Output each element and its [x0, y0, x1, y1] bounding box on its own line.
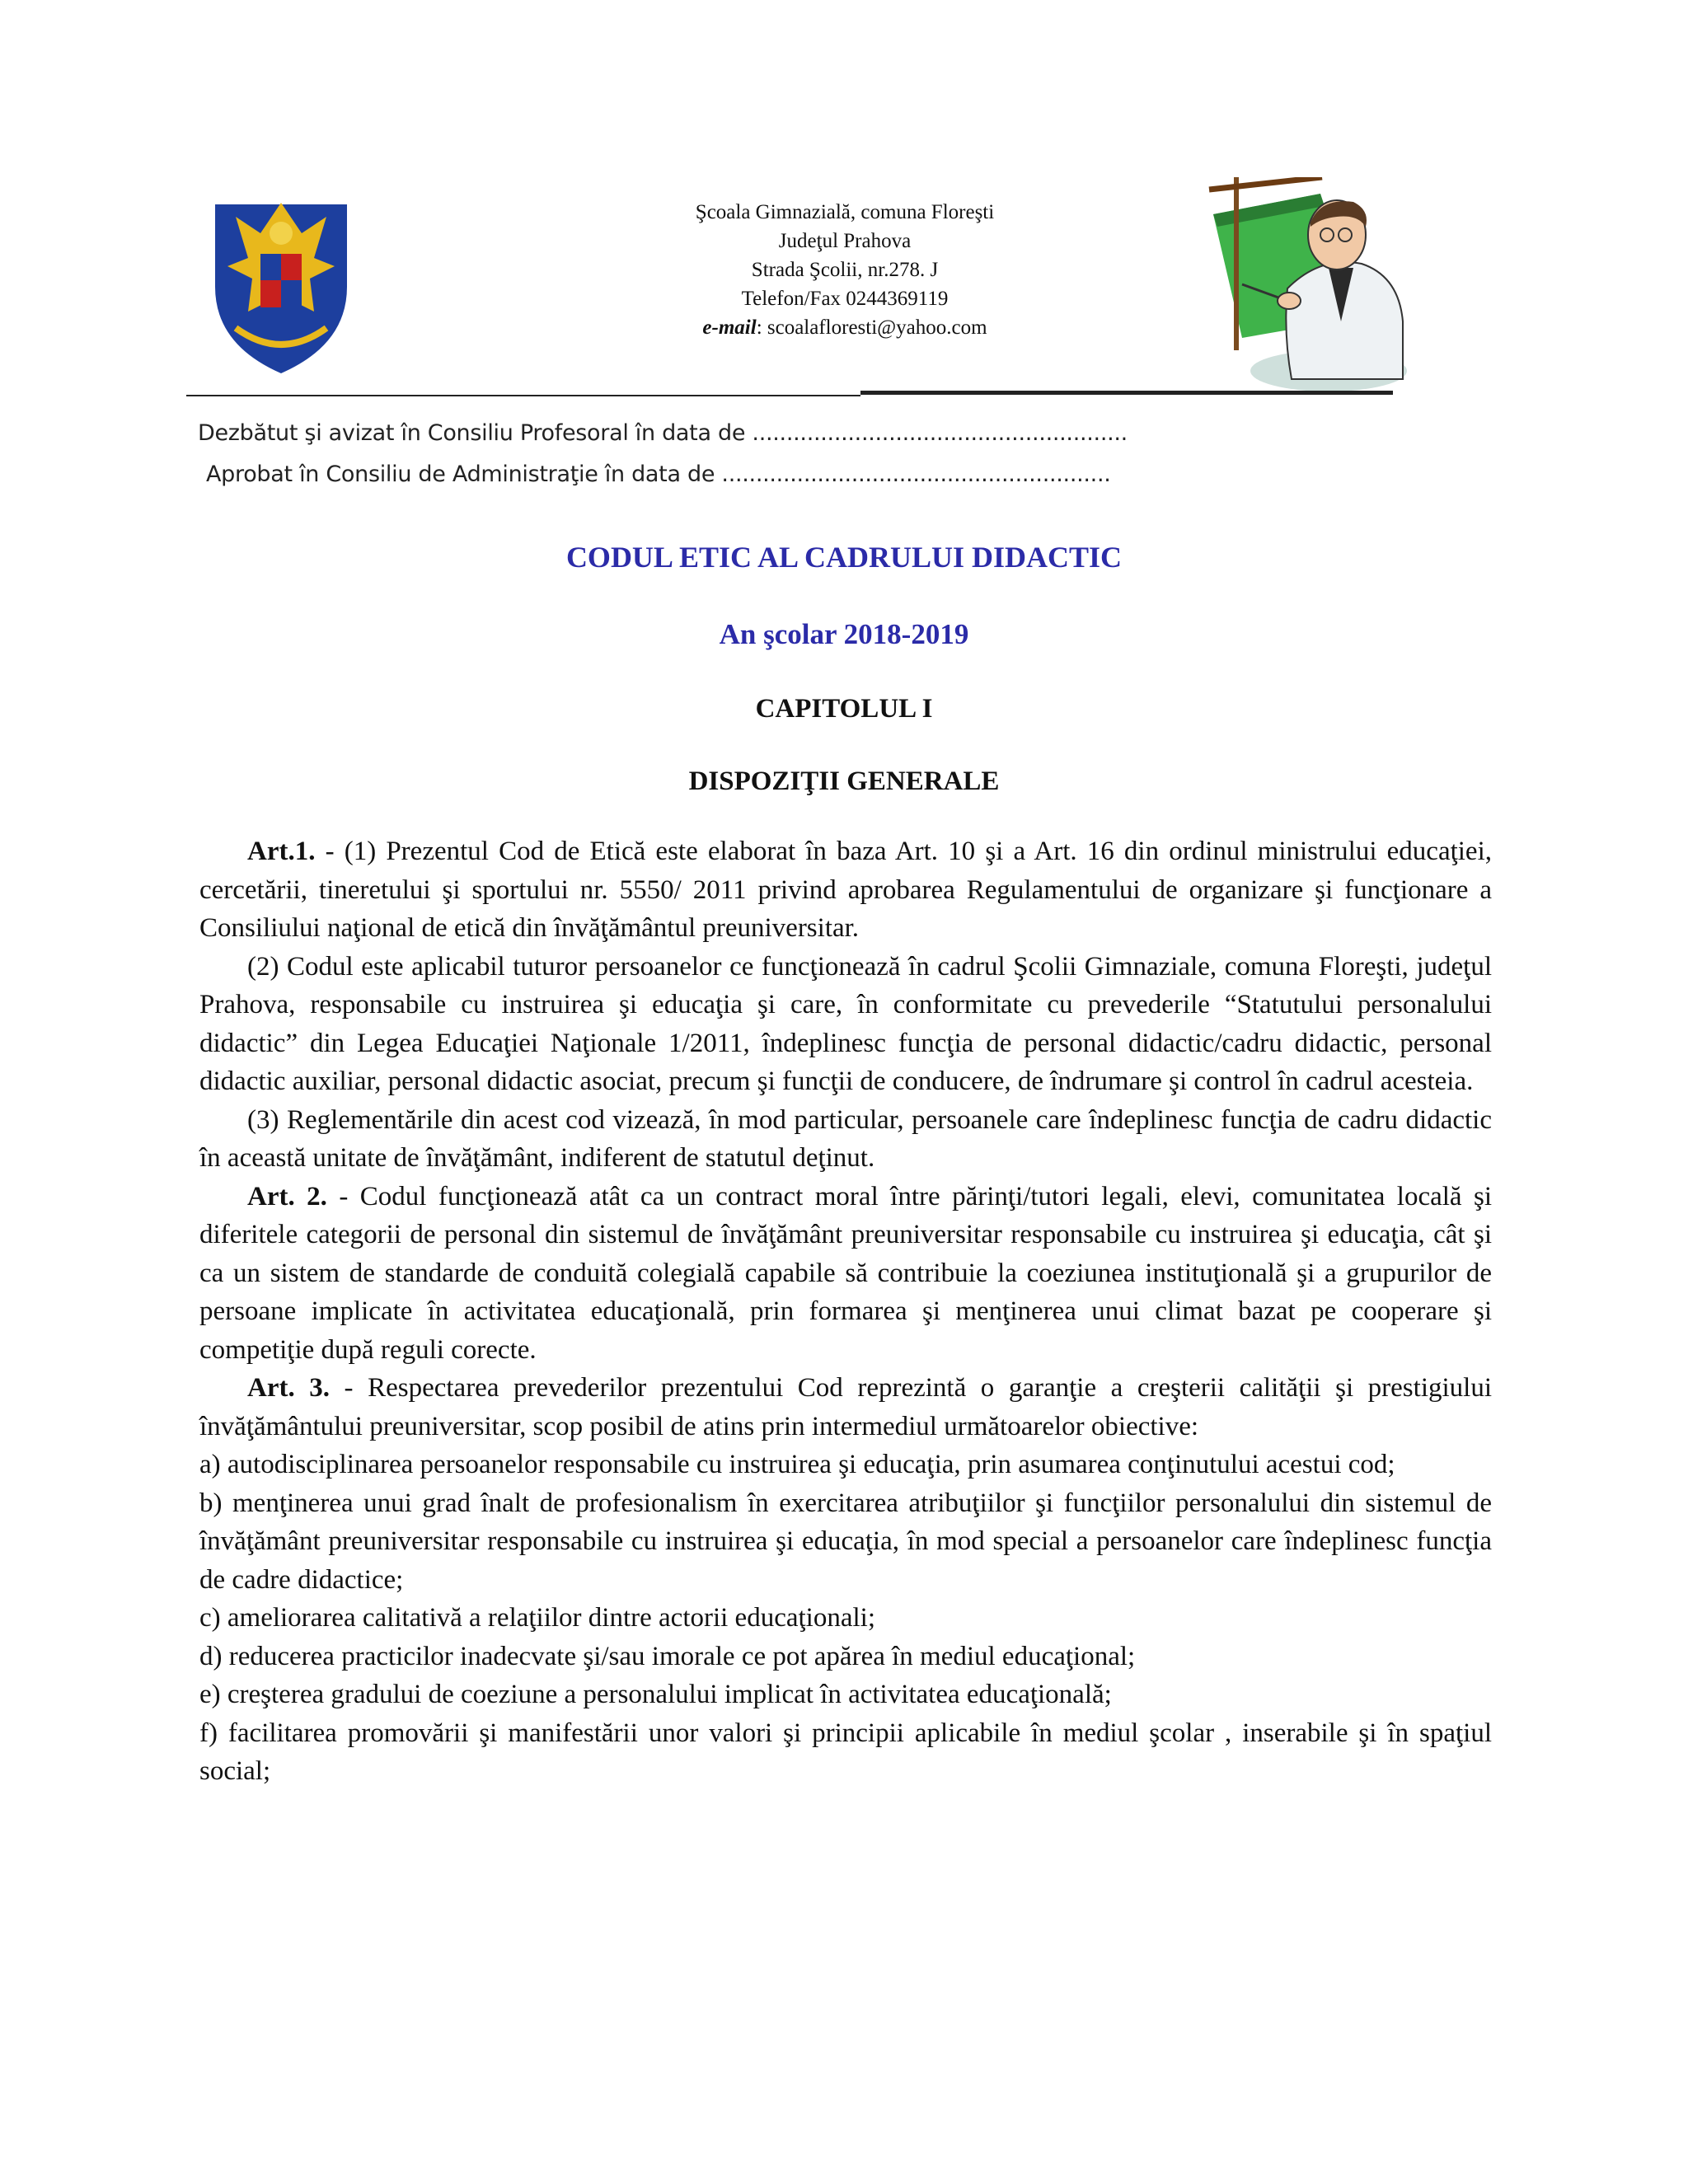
art1-label: Art.1. [247, 837, 316, 866]
art2-paragraph [199, 1178, 1492, 1370]
list-item: c) ameliorarea calitativă a relaţiilor dintre actorii educaţionali; [199, 1603, 875, 1633]
document-title: CODUL ETIC AL CADRULUI DIDACTIC [565, 541, 1123, 574]
header-rule-left [186, 395, 860, 396]
administration-approval-line: Aprobat în Consiliu de Administraţie în data de ......................................................... [206, 462, 1111, 487]
email-value: : scoalafloresti@yahoo.com [756, 316, 987, 339]
art2-label: Art. 2. [247, 1181, 327, 1212]
email-label: e-mail [702, 316, 757, 339]
header-rule-right [860, 391, 1393, 395]
art2-text: - Codul funcţionează atât ca un contract moral între părinţi/tutori legali, elevi, comunitatea locală şi diferitele categorii de personal din sistemul de învăţământ preuniversitar responsabile cu instruirea şi educaţia, cât şi ca un sistem de standarde de conduită colegială capabile să contribuie la coeziunea instituţională şi a grupurilor de persoane implicate în activitatea educaţională, prin formarea şi menţinerea unui climat bazat pe cooperare şi competiţie după reguli corecte. [199, 1181, 1493, 1365]
list-item: e) creşterea gradului de coeziune a personalului implicat în activitatea educaţională; [199, 1680, 1112, 1709]
art1-paragraph2: (2) Codul este aplicabil tuturor persoanelor ce funcţionează în cadrul Şcolii Gimnaziale, comuna Floreşti, judeţul Prahova, responsabile cu instruirea şi educaţia şi care, în conformitate cu prevederile “Statutului personalului didactic” din Legea Educaţiei Naţionale 1/2011, îndeplinesc funcţia de personal didactic/cadru didactic, personal didactic auxiliar, personal didactic asociat, precum şi funcţii de conducere, de îndrumare şi control în cadrul acesteia. [199, 951, 1492, 1096]
list-item: a) autodisciplinarea persoanelor responsabile cu instruirea şi educaţia, prin asumarea conţinutului acestui cod; [199, 1450, 1395, 1479]
teacher-at-board-illustration [1197, 177, 1419, 396]
chapter-heading: CAPITOLUL I [755, 694, 933, 724]
school-county: Judeţul Prahova [778, 230, 912, 252]
art1-paragraph1 [199, 832, 1492, 948]
school-year: An şcolar 2018-2019 [719, 618, 969, 650]
school-phone: Telefon/Fax 0244369119 [741, 288, 949, 310]
document-body [199, 832, 1492, 1791]
section-heading: DISPOZIŢII GENERALE [688, 766, 1000, 796]
debate-approval-line: Dezbătut şi avizat în Consiliu Profesoral în data de ....................................................... [198, 420, 1128, 446]
list-item: f) facilitarea promovării şi manifestării unor valori şi principii aplicabile în mediul şcolar , inserabile şi în spaţiul social; [199, 1718, 1492, 1786]
art1-text: - (1) Prezentul Cod de Etică este elaborat în baza Art. 10 şi a Art. 16 din ordinul ministrului educaţiei, cercetării, tineretului şi sportului nr. 5550/ 2011 privind aprobarea Regulamentului de organizare şi funcţionare a Consiliului naţional de etică din învăţământul preuniversitar. [199, 837, 1492, 943]
art1-paragraph3: (3) Reglementările din acest cod vizează, în mod particular, persoanele care îndeplinesc funcţia de cadru didactic în această unitate de învăţământ, indiferent de statutul deţinut. [199, 1104, 1492, 1173]
list-item: b) menţinerea unui grad înalt de profesionalism în exercitarea atribuţiilor şi funcţiilor personalului din sistemul de învăţământ preuniversitar responsabile cu instruirea şi educaţia, în mod special a persoanelor care îndeplinesc funcţia de cadre didactice; [199, 1488, 1492, 1595]
school-contact-block [495, 198, 1195, 342]
romanian-coat-of-arms-logo [203, 188, 359, 377]
list-item: d) reducerea practicilor inadecvate şi/sau imorale ce pot apărea în mediul educaţional; [199, 1641, 1136, 1671]
art3-label: Art. 3. [247, 1373, 331, 1403]
school-name: Şcoala Gimnazială, comuna Floreşti [695, 201, 995, 223]
art3-text: - Respectarea prevederilor prezentului Cod reprezintă o garanţie a creşterii calităţii şi prestigiului învăţământului preuniversitar, scop posibil de atins prin intermediul următoarelor obiective: [199, 1373, 1492, 1441]
art3-paragraph [199, 1369, 1492, 1446]
school-email [495, 313, 1195, 342]
school-address: Strada Şcolii, nr.278. J [751, 259, 939, 281]
